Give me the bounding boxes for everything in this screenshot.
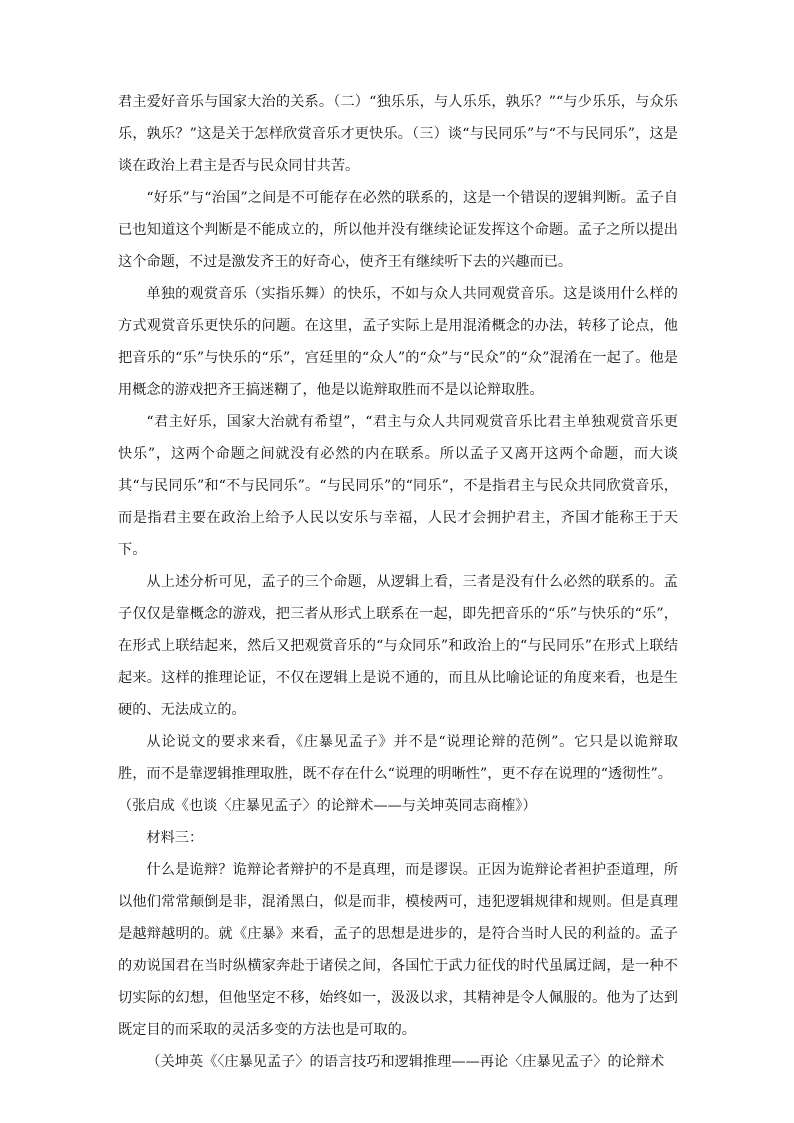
paragraph-2: “好乐”与“治国”之间是不可能存在必然的联系的，这是一个错误的逻辑判断。孟子自已也知道这个判断是不能成立的，所以他并没有继续论证发挥这个命题。孟子之所以提出这个命题，不过是激发齐王的好奇心，使齐王有继续听下去的兴趣而已。: [118, 190, 678, 270]
material-3-label: 材料三：: [146, 830, 204, 846]
paragraph-3: 单独的观赏音乐（实指乐舞）的快乐，不如与众人共同观赏音乐。这是谈用什么样的方式观赏音乐更快乐的问题。在这里，孟子实际上是用混淆概念的办法，转移了论点，他把音乐的“乐”与快乐的“乐”，宫廷里的“众人”的“众”与“民众”的“众”混淆在一起了。他是用概念的游戏把齐王搞迷糊了，他是以诡辩取胜而不是以论辩取胜。: [118, 286, 678, 398]
source-citation-1: （张启成《也谈〈庄暴见孟子〉的论辩术——与关坤英同志商榷》）: [118, 798, 537, 814]
document-body: [118, 86, 678, 1078]
paragraph-1: 君主爱好音乐与国家大治的关系。（二）“独乐乐，与人乐乐，孰乐？”“与少乐乐，与众乐乐，孰乐？”这是关于怎样欣赏音乐才更快乐。（三）谈“与民同乐”与“不与民同乐”，这是谈在政治上君主是否与民众同甘共苦。: [118, 94, 678, 174]
paragraph-7: 什么是诡辩？诡辩论者辩护的不是真理，而是谬误。正因为诡辩论者袒护歪道理，所以他们常常颠倒是非，混淆黑白，似是而非，模棱两可，违犯逻辑规律和规则。但是真理是越辩越明的。就《庄暴》来看，孟子的思想是进步的，是符合当时人民的利益的。孟子的劝说国君在当时纵横家奔赴于诸侯之间，各国忙于武力征伐的时代虽属迂阔，是一种不切实际的幻想，但他坚定不移，始终如一，汲汲以求，其精神是令人佩服的。他为了达到既定目的而采取的灵活多变的方法也是可取的。: [118, 862, 678, 1038]
paragraph-5: 从上述分析可见，孟子的三个命题，从逻辑上看，三者是没有什么必然的联系的。孟子仅仅是靠概念的游戏，把三者从形式上联系在一起，即先把音乐的“乐”与快乐的“乐”，在形式上联结起来，然后又把观赏音乐的“与众同乐”和政治上的“与民同乐”在形式上联结起来。这样的推理论证，不仅在逻辑上是说不通的，而且从比喻论证的角度来看，也是生硬的、无法成立的。: [118, 574, 678, 718]
source-citation-2: （关坤英《〈庄暴见孟子〉的语言技巧和逻辑推理——再论〈庄暴见孟子〉的论辩术: [146, 1054, 665, 1070]
paragraph-6: 从论说文的要求来看，《庄暴见孟子》并不是“说理论辩的范例”。它只是以诡辩取胜，而不是靠逻辑推理取胜，既不存在什么“说理的明晰性”，更不存在说理的“透彻性”。: [118, 734, 678, 782]
paragraph-4: “君主好乐，国家大治就有希望”，“君主与众人共同观赏音乐比君主单独观赏音乐更快乐”，这两个命题之间就没有必然的内在联系。所以孟子又离开这两个命题，而大谈其“与民同乐”和“不与民同乐”。“与民同乐”的“同乐”，不是指君主与民众共同欣赏音乐，而是指君主要在政治上给予人民以安乐与幸福，人民才会拥护君主，齐国才能称王于天下。: [118, 414, 678, 558]
